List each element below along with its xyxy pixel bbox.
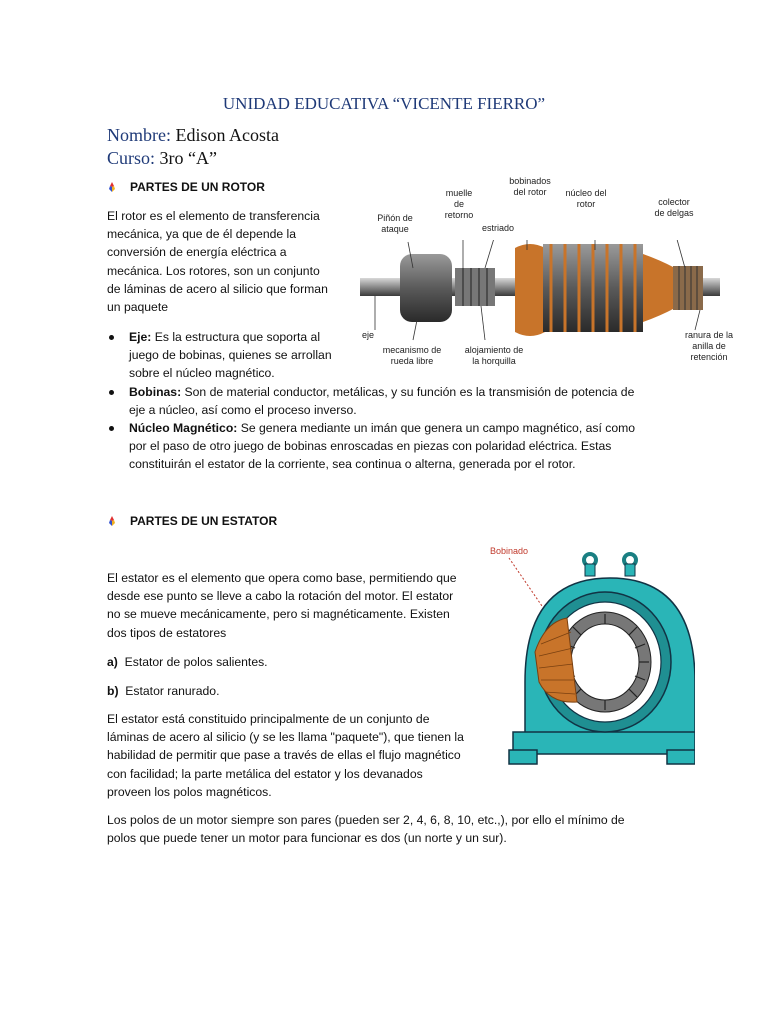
label-text: de — [453, 199, 464, 209]
student-name-line — [107, 125, 279, 146]
stator-type-b — [107, 682, 219, 700]
label-text: ataque — [381, 224, 409, 234]
label-colector — [648, 197, 700, 219]
list-item — [107, 383, 635, 419]
label-text: mecanismo de — [382, 345, 442, 355]
label-text: ranura de la — [684, 330, 734, 340]
label-text: de delgas — [654, 208, 694, 218]
text-line: láminas de acero al silicio (y se les llama "paquete"), que tienen la — [107, 730, 464, 745]
text-line: El estator es el elemento que opera como base, permitiendo que — [107, 571, 457, 585]
bullet-dot — [109, 426, 114, 431]
label-text: alojamiento de — [464, 345, 524, 355]
label-ranura — [680, 330, 738, 363]
item-text: eje a núcleo, así como el proceso inverso. — [129, 402, 357, 417]
type-text: Estator ranurado. — [125, 684, 220, 698]
label-text: Piñón de — [377, 213, 413, 223]
label-text: muelle — [445, 188, 473, 198]
item-text: Son de material conductor, metálicas, y su función es la transmisión de potencia de — [181, 384, 635, 399]
label-text: bobinados — [509, 176, 551, 186]
item-term: Bobinas: — [129, 384, 182, 399]
text-line: un paquete — [107, 300, 168, 315]
text-line: conversión de energía eléctrica a — [107, 245, 287, 260]
stator-heading-text: PARTES DE UN ESTATOR — [130, 514, 278, 528]
label-text: del rotor — [513, 187, 547, 197]
label-text: rueda libre — [390, 356, 434, 366]
bullet-dot — [109, 335, 114, 340]
text-line: dos tipos de estatores — [107, 625, 227, 640]
label-text: estriado — [481, 223, 515, 233]
label-nucleo — [560, 188, 612, 210]
label-text: núcleo del — [565, 188, 607, 198]
text-line: Los polos de un motor siempre son pares (pueden ser 2, 4, 6, 8, 10, etc.,), por ello el mínimo de — [107, 813, 625, 827]
label-bobinados — [498, 176, 562, 198]
text-line: polos que puede tener un motor para funcionar es dos (un norte y un sur). — [107, 831, 507, 846]
type-marker: b) — [107, 684, 119, 698]
text-line: con facilidad; la parte metálica del estator y los devanados — [107, 766, 423, 781]
label-text: anilla de — [692, 341, 726, 351]
rotor-illustration — [355, 240, 725, 350]
label-muelle — [438, 188, 480, 221]
document-title: UNIDAD EDUCATIVA “VICENTE FIERRO” — [222, 94, 546, 113]
item-text: Se genera mediante un imán que genera un campo magnético, así como — [237, 421, 636, 436]
text-line: El estator está constituido principalmente de un conjunto de — [107, 712, 430, 726]
label-bobinado: Bobinado — [490, 546, 529, 556]
item-text: constituirán el estator de la corriente, sea continua o alterna, generada por el rotor. — [129, 457, 576, 472]
text-line: no se mueve mecánicamente, pero si magnéticamente. Existen — [107, 607, 450, 622]
label-eje — [356, 330, 380, 341]
item-text: sobre el núcleo magnético. — [129, 366, 275, 381]
stator-paragraph-2 — [107, 710, 464, 801]
label-pinon — [373, 213, 417, 235]
label-text: colector — [658, 197, 690, 207]
item-text: juego de bobinas, quienes se arrollan — [129, 348, 332, 363]
stator-paragraph-3 — [107, 811, 625, 847]
course-value: 3ro “A” — [159, 148, 217, 168]
rotor-heading — [107, 180, 265, 194]
stator-intro — [107, 569, 457, 642]
text-line: mecánica. Los rotores, son un conjunto — [107, 263, 320, 278]
rotor-heading-text: PARTES DE UN ROTOR — [130, 180, 265, 194]
item-term: Eje: — [129, 330, 152, 344]
label-text: eje — [361, 330, 374, 340]
text-line: habilidad de permitir que pase a través de ellas el flujo magnético — [107, 748, 461, 763]
diamond-bullet-icon — [107, 182, 117, 192]
name-value: Edison Acosta — [175, 125, 279, 145]
label-alojamiento — [460, 345, 528, 367]
text-line: mecánica, ya que de él depende la — [107, 227, 297, 242]
label-text: retención — [690, 352, 728, 362]
course-label: Curso: — [107, 148, 156, 168]
stator-heading — [107, 514, 277, 528]
rotor-intro — [107, 207, 328, 316]
stator-type-a — [107, 653, 268, 671]
label-text: retorno — [444, 210, 474, 220]
label-estriado — [476, 223, 520, 234]
item-text: Es la estructura que soporta al — [151, 330, 321, 344]
type-text: Estator de polos salientes. — [124, 655, 268, 669]
text-line: de láminas de acero al silicio que forman — [107, 281, 328, 296]
name-label: Nombre: — [107, 125, 171, 145]
text-line: proveen los polos magnéticos. — [107, 784, 272, 799]
stator-illustration — [505, 552, 695, 770]
label-text: rotor — [576, 199, 596, 209]
item-term: Núcleo Magnético: — [129, 421, 238, 436]
list-item — [107, 419, 635, 474]
type-marker: a) — [107, 655, 118, 669]
label-mecanismo — [380, 345, 444, 367]
bullet-dot — [109, 390, 114, 395]
diamond-bullet-icon — [107, 516, 117, 526]
label-text: la horquilla — [472, 356, 516, 366]
text-line: desde ese punto se lleve a cabo la rotación del motor. El estator — [107, 589, 454, 604]
text-line: El rotor es el elemento de transferencia — [107, 209, 320, 223]
course-line — [107, 148, 217, 169]
item-text: por el paso de otro juego de bobinas enroscadas en piezas con polaridad eléctrica. Estas — [129, 439, 612, 454]
